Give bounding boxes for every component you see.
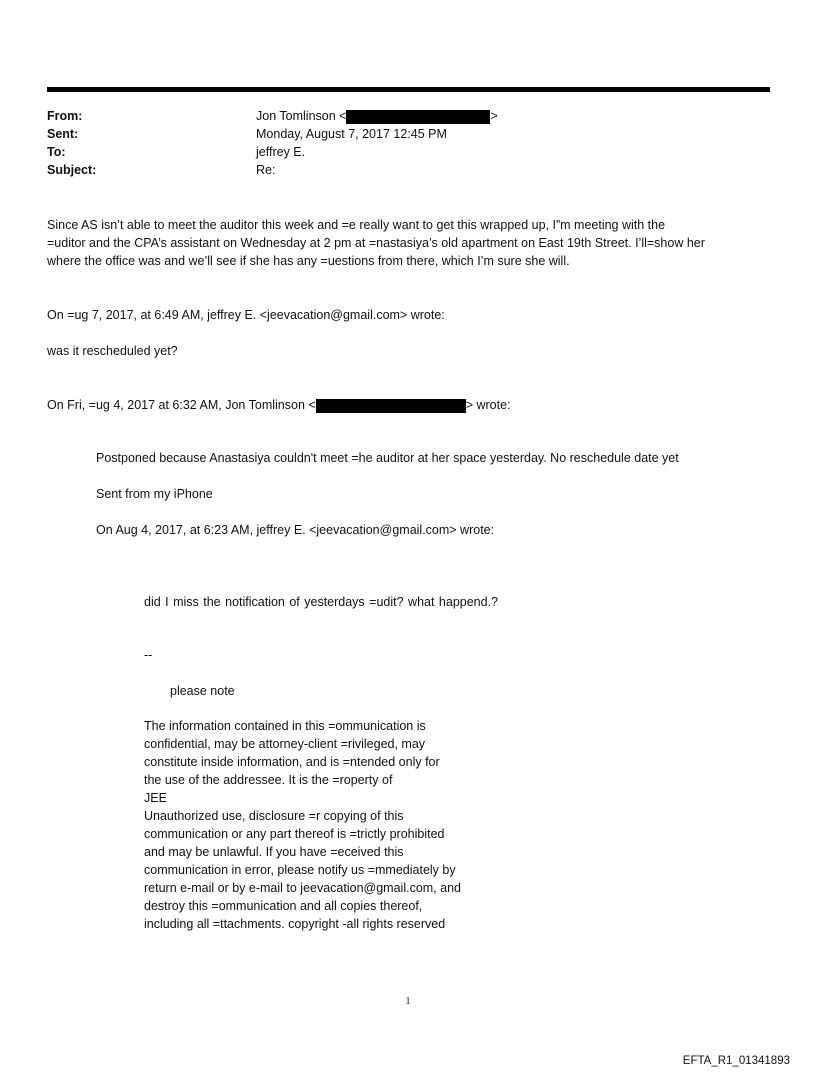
quote3-text: did I miss the notification of yesterdays =udit? what happend.? [144,595,499,609]
from-value: Jon Tomlinson < > [256,109,498,123]
quote2-text: Postponed because Anastasiya couldn't meet =he auditor at her space yesterday. No reschedule date yet [96,451,679,465]
message-body: Since AS isn’t able to meet the auditor this week and =e really want to get this wrapped up, I”m meeting with the =uditor and the CPA’s assistant on Wednesday at 2 pm at =nastasiya’s old apartment on East 19th Street. I’ll=show her where the office was and we’ll see if she has any =uestions from there, which I’m sure she will. [47,218,705,268]
quote2-signature: Sent from my iPhone [96,487,213,501]
page-number: 1 [405,996,411,1007]
quote2-inner-header: On Aug 4, 2017, at 6:23 AM, jeffrey E. <jeevacation@gmail.com> wrote: [96,523,495,537]
bates-number: EFTA_R1_01341893 [682,1055,790,1067]
subject-label: Subject: [47,163,97,177]
header-rule [47,87,770,92]
disclaimer: The information contained in this =ommunication is confidential, may be attorney-client =rivileged, may constitute inside information, and is =ntended only for the use of the addressee. It is the =roperty of JEE Unauthorized use, disclosure =r copying of this communication or any part thereof is =trictly prohibited and may be unlawful. If you have =eceived this communication in error, please notify us =mmediately by return e-mail or by e-mail to jeevacation@gmail.com, and destroy this =ommunication and all copies thereof, including all =ttachments. copyright -all rights reserved [144,719,461,931]
sent-value: Monday, August 7, 2017 12:45 PM [256,127,447,141]
sent-label: Sent: [47,127,79,141]
quote1-header: On =ug 7, 2017, at 6:49 AM, jeffrey E. <jeevacation@gmail.com> wrote: [47,308,445,322]
please-note: please note [170,684,235,698]
redaction-box [346,110,490,124]
to-label: To: [47,145,66,159]
signature-separator: -- [144,648,153,662]
from-label: From: [47,109,83,123]
quote1-text: was it rescheduled yet? [47,344,178,358]
from-name: Jon Tomlinson [256,109,336,123]
redaction-box [316,399,466,413]
quote2-header: On Fri, =ug 4, 2017 at 6:32 AM, Jon Tomlinson < > wrote: [47,398,511,412]
to-value: jeffrey E. [256,145,306,159]
subject-value: Re: [256,163,276,177]
